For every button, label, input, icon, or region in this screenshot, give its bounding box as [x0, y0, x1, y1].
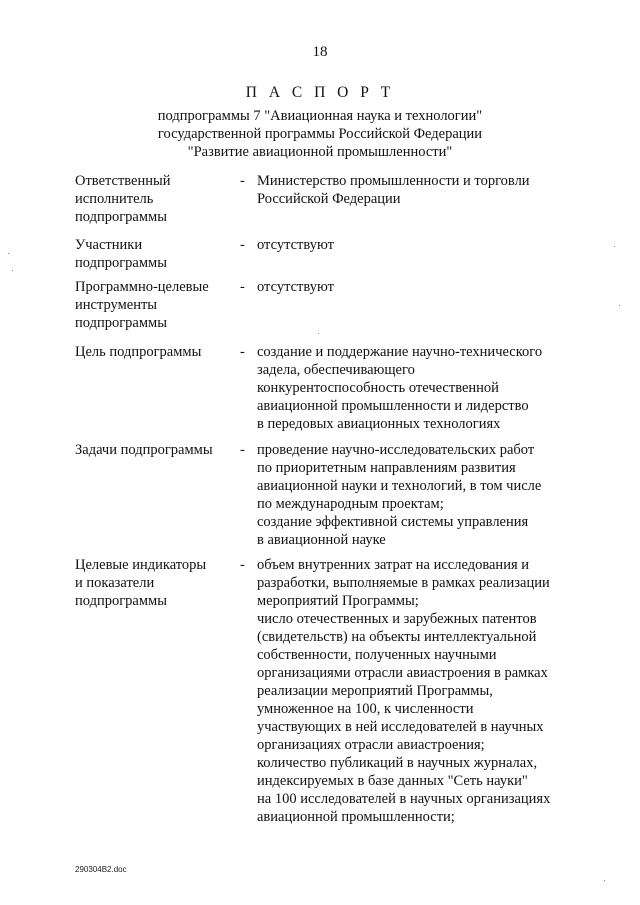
scan-speck	[614, 246, 615, 247]
scan-speck	[8, 253, 9, 254]
page-number: 18	[312, 44, 328, 60]
document-subtitle	[0, 107, 640, 161]
row-value-line: в авиационной науке	[257, 532, 386, 548]
row-value-line: разработки, выполняемые в рамках реализации	[257, 575, 550, 591]
row-value-line: умноженное на 100, к численности	[257, 701, 474, 717]
row-value-line: отсутствуют	[257, 237, 334, 253]
row-label	[75, 441, 235, 459]
row-label	[75, 172, 235, 226]
scan-speck	[604, 880, 605, 881]
row-value	[257, 441, 587, 549]
row-value-line: Министерство промышленности и торговли	[257, 173, 530, 189]
subtitle-line: подпрограммы 7 "Авиационная наука и технологии"	[157, 108, 483, 124]
row-value-line: проведение научно-исследовательских работ	[257, 442, 535, 458]
row-value-line: организациями отрасли авиастроения в рамках	[257, 665, 548, 681]
row-value-line: мероприятий Программы;	[257, 593, 419, 609]
row-label-line: Задачи подпрограммы	[75, 442, 213, 458]
scan-speck	[12, 270, 13, 271]
row-label-line: подпрограммы	[75, 593, 167, 609]
row-value-line: по приоритетным направлениям развития	[257, 460, 516, 476]
row-value-line: по международным проектам;	[257, 496, 444, 512]
row-value-line: объем внутренних затрат на исследования и	[257, 557, 530, 573]
row-label-line: подпрограммы	[75, 255, 167, 271]
row-value-line: собственности, полученных научными	[257, 647, 497, 663]
row-dash: -	[240, 237, 245, 253]
row-value-line: задела, обеспечивающего	[257, 362, 415, 378]
row-dash: -	[240, 279, 245, 295]
row-value-line: на 100 исследователей в научных организациях	[257, 791, 551, 807]
subtitle-line: "Развитие авиационной промышленности"	[187, 144, 453, 160]
row-label	[75, 556, 235, 610]
row-dash: -	[240, 173, 245, 189]
row-value	[257, 278, 587, 296]
row-value-line: авиационной промышленности и лидерство	[257, 398, 529, 414]
row-value-line: отсутствуют	[257, 279, 334, 295]
row-value-line: создание и поддержание научно-технического	[257, 344, 543, 360]
row-label	[75, 236, 235, 272]
row-label-line: и показатели	[75, 575, 155, 591]
row-value-line: Российской Федерации	[257, 191, 401, 207]
row-value-line: участвующих в ней исследователей в научных	[257, 719, 544, 735]
row-dash: -	[240, 557, 245, 573]
row-value	[257, 236, 587, 254]
scan-speck	[619, 305, 620, 306]
row-value-line: авиационной промышленности;	[257, 809, 455, 825]
row-value-line: авиационной науки и технологий, в том числе	[257, 478, 542, 494]
row-dash: -	[240, 442, 245, 458]
subtitle-line: государственной программы Российской Федерации	[157, 126, 483, 142]
row-label-line: Целевые индикаторы	[75, 557, 207, 573]
row-value	[257, 172, 587, 208]
row-dash: -	[240, 344, 245, 360]
row-label-line: исполнитель	[75, 191, 154, 207]
row-label	[75, 278, 235, 332]
row-label-line: подпрограммы	[75, 209, 167, 225]
row-value-line: реализации мероприятий Программы,	[257, 683, 493, 699]
row-value-line: (свидетельств) на объекты интеллектуальной	[257, 629, 537, 645]
row-value-line: индексируемых в базе данных "Сеть науки"	[257, 773, 528, 789]
row-value-line: количество публикаций в научных журналах,	[257, 755, 538, 771]
row-label-line: Программно-целевые	[75, 279, 209, 295]
row-label-line: инструменты	[75, 297, 158, 313]
row-label-line: подпрограммы	[75, 315, 167, 331]
row-value-line: в передовых авиационных технологиях	[257, 416, 501, 432]
row-label	[75, 343, 235, 361]
row-label-line: Участники	[75, 237, 143, 253]
row-value-line: число отечественных и зарубежных патентов	[257, 611, 537, 627]
scan-speck	[318, 333, 319, 334]
row-value-line: создание эффективной системы управления	[257, 514, 529, 530]
document-title: П А С П О Р Т	[245, 84, 395, 101]
row-value-line: организациях отрасли авиастроения;	[257, 737, 485, 753]
file-name-footer: 290304B2.doc	[75, 865, 127, 874]
row-value-line: конкурентоспособность отечественной	[257, 380, 499, 396]
row-value	[257, 343, 587, 433]
row-value	[257, 556, 587, 826]
row-label-line: Цель подпрограммы	[75, 344, 202, 360]
row-label-line: Ответственный	[75, 173, 171, 189]
